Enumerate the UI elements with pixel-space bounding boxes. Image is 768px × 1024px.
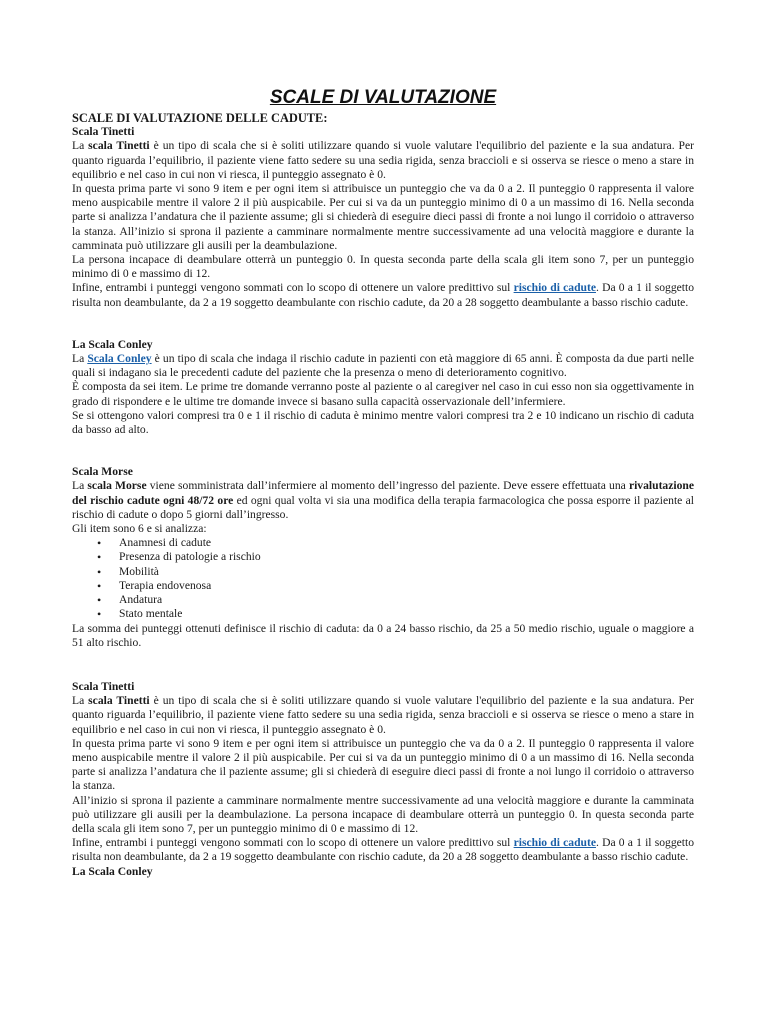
paragraph: La scala Morse viene somministrata dall’infermiere al momento dell’ingresso del paziente. Deve essere effettuata una rivalutazione del rischio cadute ogni 48/72 ore ed ogni qual volta vi sia una modifica della terapia farmacologica che possa esporre il paziente al rischio di cadute o dopo 5 giorni dall’ingresso.	[72, 479, 694, 521]
link-scala-conley[interactable]: Scala Conley	[87, 352, 152, 366]
paragraph: Se si ottengono valori compresi tra 0 e 1 il rischio di caduta è minimo mentre valori compresi tra 2 e 10 indicano un rischio di caduta da basso ad alto.	[72, 408, 694, 437]
section-heading: Scala Morse	[72, 465, 133, 479]
section-tinetti	[72, 125, 694, 310]
paragraph: In questa prima parte vi sono 9 item e per ogni item si attribuisce un punteggio che va da 0 a 2. Il punteggio 0 rappresenta il valore meno auspicabile mentre il valore 2 il più auspicabile. Per cui si va da un punteggio minimo di 0 a un massimo di 16. Nella seconda parte si analizza l’andatura che il paziente assume; gli si chiederà di eseguire dieci passi di fronte a noi lungo il corridoio o attraverso la stanza.	[72, 736, 694, 793]
section-heading: Scala Tinetti	[72, 125, 135, 139]
paragraph: La persona incapace di deambulare otterrà un punteggio 0. In questa seconda parte della scala gli item sono 7, per un punteggio minimo di 0 e massimo di 12.	[72, 253, 694, 281]
section-heading: La Scala Conley	[72, 337, 153, 351]
section-heading: Scala Tinetti	[72, 679, 135, 693]
section-subtitle: SCALE DI VALUTAZIONE DELLE CADUTE:	[72, 111, 328, 125]
morse-item-list	[72, 536, 694, 621]
link-rischio-cadute[interactable]: rischio di cadute	[513, 281, 596, 295]
list-item: • Andatura	[119, 593, 694, 607]
list-item: • Terapia endovenosa	[119, 579, 694, 593]
section-conley	[72, 338, 694, 437]
link-rischio-cadute[interactable]: rischio di cadute	[513, 836, 596, 850]
list-item: • Anamnesi di cadute	[119, 536, 694, 550]
list-item: • Presenza di patologie a rischio	[119, 550, 694, 564]
list-item: • Mobilità	[119, 565, 694, 579]
list-item: • Stato mentale	[119, 607, 694, 621]
section-tinetti-2	[72, 680, 694, 865]
paragraph: La Scala Conley è un tipo di scala che indaga il rischio cadute in pazienti con età maggiore di 65 anni. È composta da due parti nelle quali si indagano sia le precedenti cadute del paziente che la presenza o meno di deterioramento cognitivo.	[72, 352, 694, 380]
paragraph: Gli item sono 6 e si analizza:	[72, 522, 207, 536]
section-heading: La Scala Conley	[72, 864, 153, 878]
page-title: SCALE DI VALUTAZIONE	[269, 87, 497, 108]
paragraph: È composta da sei item. Le prime tre domande verranno poste al paziente o al caregiver nel caso in cui esso non sia oggettivamente in grado di rispondere e le ultime tre domande invece si basano sulla capacità osservazionale dell’infermiere.	[72, 380, 694, 408]
document-page	[72, 86, 694, 879]
section-morse	[72, 465, 694, 650]
paragraph: La scala Tinetti è un tipo di scala che si è soliti utilizzare quando si vuole valutare l'equilibrio del paziente e la sua andatura. Per quanto riguarda l’equilibrio, il paziente viene fatto sedere su una sedia rigida, senza braccioli e si osserva se riesce o meno a stare in equilibrio e nel caso in cui non vi riesca, il punteggio assegnato è 0.	[72, 694, 694, 736]
paragraph: In questa prima parte vi sono 9 item e per ogni item si attribuisce un punteggio che va da 0 a 2. Il punteggio 0 rappresenta il valore meno auspicabile mentre il valore 2 il più auspicabile. Per cui si va da un punteggio minimo di 0 a un massimo di 16. Nella seconda parte si analizza l’andatura che il paziente assume; gli si chiederà di eseguire dieci passi di fronte a noi lungo il corridoio o attraverso la stanza. All’inizio si sprona il paziente a camminare normalmente mentre successivamente ad una velocità maggiore e durante la camminata può utilizzare gli ausili per la deambulazione.	[72, 182, 694, 252]
paragraph: All’inizio si sprona il paziente a camminare normalmente mentre successivamente ad una velocità maggiore e durante la camminata può utilizzare gli ausili per la deambulazione. La persona incapace di deambulare otterrà un punteggio 0. In questa seconda parte della scala gli item sono 7, per un punteggio minimo di 0 e massimo di 12.	[72, 793, 694, 835]
paragraph: Infine, entrambi i punteggi vengono sommati con lo scopo di ottenere un valore predittivo sul rischio di cadute. Da 0 a 1 il soggetto risulta non deambulante, da 2 a 19 soggetto deambulante con rischio cadute, da 20 a 28 soggetto deambulante a basso rischio cadute.	[72, 836, 694, 864]
paragraph: La scala Tinetti è un tipo di scala che si è soliti utilizzare quando si vuole valutare l'equilibrio del paziente e la sua andatura. Per quanto riguarda l’equilibrio, il paziente viene fatto sedere su una sedia rigida, senza braccioli e si osserva se riesce o meno a stare in equilibrio e nel caso in cui non vi riesca, il punteggio assegnato è 0.	[72, 139, 694, 181]
paragraph: La somma dei punteggi ottenuti definisce il rischio di caduta: da 0 a 24 basso rischio, da 25 a 50 medio rischio, uguale o maggiore a 51 alto rischio.	[72, 621, 694, 649]
section-conley-2	[72, 865, 694, 879]
paragraph: Infine, entrambi i punteggi vengono sommati con lo scopo di ottenere un valore predittivo sul rischio di cadute. Da 0 a 1 il soggetto risulta non deambulante, da 2 a 19 soggetto deambulante con rischio cadute, da 20 a 28 soggetto deambulante a basso rischio cadute.	[72, 281, 694, 309]
